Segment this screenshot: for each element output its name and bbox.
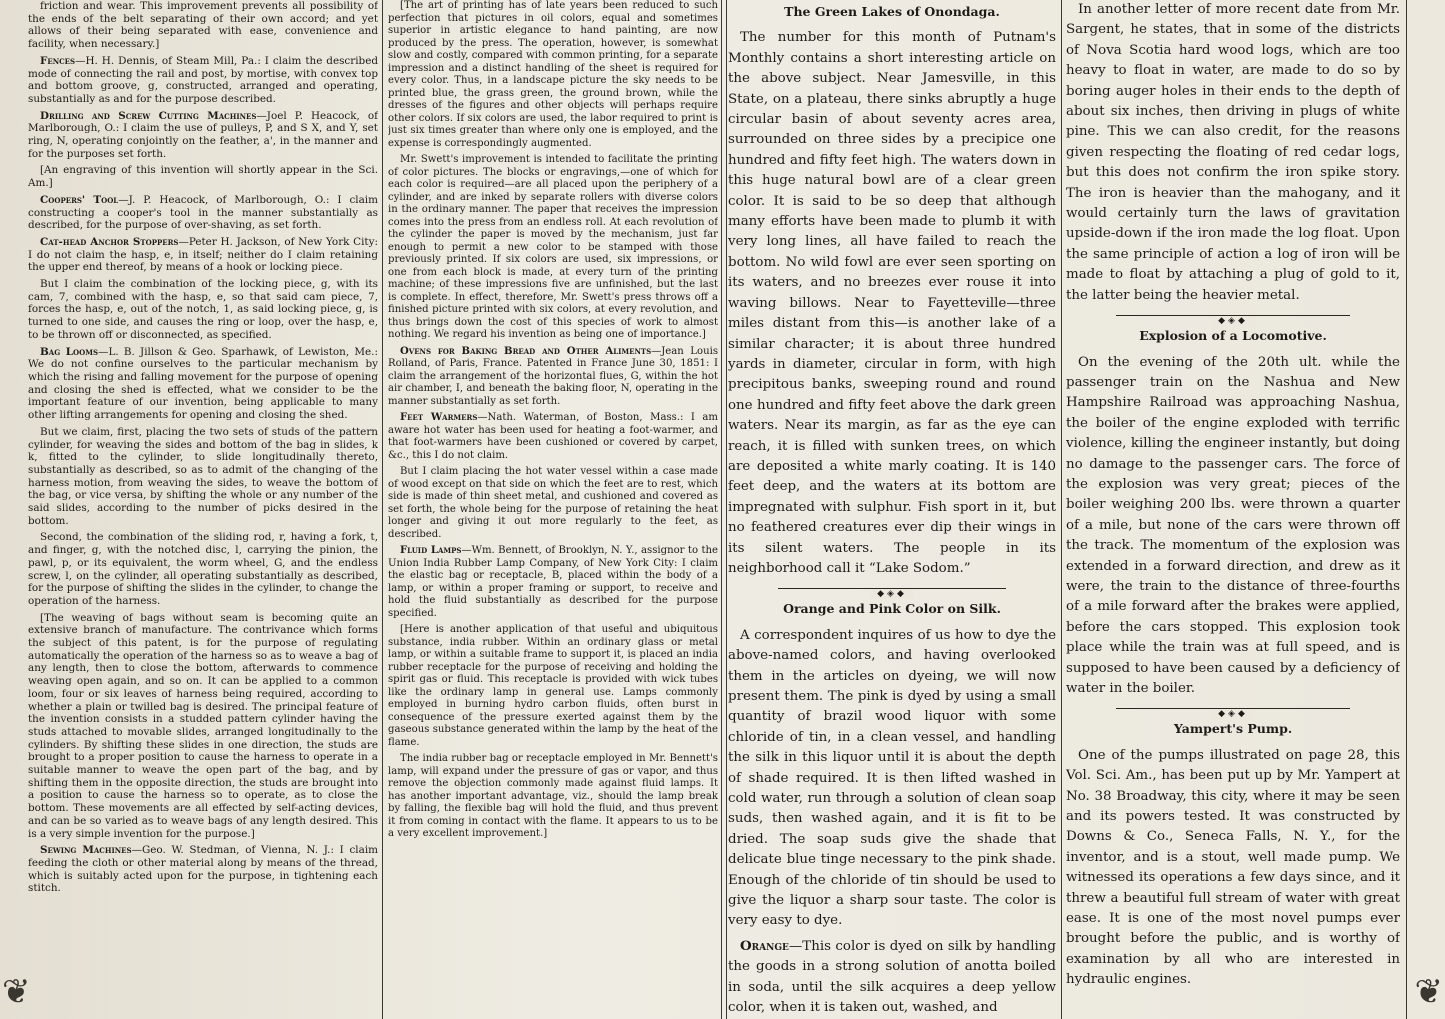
claim-heading: Feet Warmers bbox=[400, 412, 478, 423]
article-title-green-lakes: The Green Lakes of Onondaga. bbox=[784, 4, 1000, 19]
paragraph-text: But I claim placing the hot water vessel within a case made of wood except on that side on which the feet are to rest, which side is made of thin sheet metal, and cushioned and covered as set forth, the whole being for the purpose of retaining the heat longer and giving it out more regularly to the feet, as described. bbox=[388, 466, 718, 540]
paragraph-text: —L. B. Jillson & Geo. Sparhawk, of Lewiston, Me.: We do not confine ourselves to the particular mechanism by which the rising and falling movement for the purpose of opening and closing the shed is effected, what we consider to be the important feature of our invention, being applicable to many other lifting arrangements for opening and closing the shed. bbox=[28, 345, 378, 422]
claim-heading: Ovens for Baking Bread and Other Aliments bbox=[400, 345, 652, 357]
paragraph bbox=[388, 154, 718, 342]
article-title-yampert-pump: Yampert's Pump. bbox=[1173, 721, 1293, 737]
column-rule bbox=[1406, 0, 1407, 1019]
column-patent-claims-1 bbox=[28, 0, 378, 899]
column-articles-1 bbox=[728, 0, 1056, 1019]
article-body-green-lakes: The number for this month of Putnam's Monthly contains a short interesting article on the above subject. Near Jamesville, in this State, on a plateau, there sinks abruptly a huge circular basin of about seventy acres area, surrounded on three sides by a precipice one hundred and fifty feet high. The waters down in this huge natural bowl are of a clear green color. It is said to be so deep that although many efforts have been made to plumb it with very long lines, all have failed to reach the bottom. No wild fowl are ever seen sporting on its waters, and no breezes ever rouse it into waving billows. Near to Fayetteville—three miles distant from this—is another lake of a similar character; it is about three hundred yards in diameter, circular in form, with high precipitous banks, sweeping round and round one hundred and fifty feet above the dark green waters. Near its margin, as far as the eye can reach, it is filled with sunken trees, on which are deposited a white marly coating. It is 140 feet deep, and the waters at its bottom are impregnated with sulphur. Fish sport in it, but no feathered creatures ever dip their wings in its silent waters. The people in its neighborhood call it “Lake Sodom.” bbox=[728, 30, 1056, 576]
article-body-nova-scotia-logs: In another letter of more recent date from Mr. Sargent, he states, that in some of the districts of Nova Scotia hard wood logs, which are too heavy to float in water, are made to do so by boring auger holes in their ends to the depth of about six inches, then driving in plugs of white pine. This we can also credit, for the reasons given respecting the floating of red cedar logs, but this does not confirm the iron spike story. The iron is heavier than the mahogany, and it would certainly turn the laws of gravitation upside-down if the iron made the log float. Upon the same principle of action a log of iron will be made to float by attaching a plug of gold to it, the latter being the heavier metal. bbox=[1066, 2, 1400, 303]
paragraph-text: [The art of printing has of late years been reduced to such perfection that pictures in oil colors, equal and sometimes superior in artistic elegance to hand painting, are now produced by the press. The operation, however, is somewhat slow and costly, compared with common printing, for a separate impression and a distinct handling of the sheet is required for every color. Thus, in a landscape picture the sky needs to be printed blue, the grass green, the ground brown, while the dresses of the figures and other objects will perhaps require other colors. If six colors are used, the labor required to print is just six times greater than where only one is employed, and the expense is correspondingly augmented. bbox=[388, 0, 718, 149]
article-title-orange-pink: Orange and Pink Color on Silk. bbox=[783, 601, 1001, 617]
paragraph-text: —H. H. Dennis, of Steam Mill, Pa.: I claim the described mode of connecting the rail and post, by mortise, with convex top and bottom groove, g, constructed, arranged and operating, substantially as and for the purpose described. bbox=[28, 54, 378, 105]
paragraph bbox=[28, 236, 378, 274]
paragraph-text: friction and wear. This improvement prevents all possibility of the ends of the belt separating of their own accord; and yet allows of their being separated with ease, convenience and facility, when necessary.] bbox=[28, 0, 378, 51]
paragraph bbox=[28, 844, 378, 895]
section-divider-ornament: ◆◈◆ bbox=[1066, 310, 1400, 320]
article-body-orange-pink: A correspondent inquires of us how to dye the above-named colors, and having overlooked them in the articles on dyeing, we will now present them. The pink is dyed by using a small quantity of brazil wood liquor with some chloride of tin, in a clean vessel, and handling the silk in this liquor until it is about the depth of shade required. It is then lifted washed in cold water, run through a solution of clean soap suds, then washed again, and it is fit to be dried. The soap suds give the shade that delicate blue tinge necessary to the pink shade. Enough of the chloride of tin should be used to give the liquor a sharp sour taste. The color is very easy to dye. bbox=[728, 627, 1056, 929]
column-rule bbox=[1061, 0, 1062, 1019]
paragraph-lead: Orange bbox=[740, 937, 789, 954]
column-rule-double bbox=[721, 0, 727, 1019]
paragraph bbox=[28, 110, 378, 161]
paragraph bbox=[28, 346, 378, 422]
paragraph bbox=[388, 545, 718, 620]
paragraph-text: —Peter H. Jackson, of New York City: I do not claim the hasp, e, in itself; neither do I claim retaining the upper end thereof, by means of a hook or locking piece. bbox=[28, 235, 378, 274]
article-body-yampert-pump: One of the pumps illustrated on page 28, this Vol. Sci. Am., has been put up by Mr. Yampert at No. 38 Broadway, this city, where it may be seen and its powers tested. It was constructed by Downs & Co., Seneca Falls, N. Y., for the inventor, and is a stout, well made pump. We witnessed its operations a few days since, and it threw a beautiful full stream of water with great ease. It is one of the most novel pumps ever brought before the public, and is worthy of examination by all who are interested in hydraulic engines. bbox=[1066, 747, 1400, 988]
column-patent-claims-2 bbox=[388, 0, 718, 845]
claim-heading: Bag Looms bbox=[40, 345, 99, 358]
paragraph-text: Mr. Swett's improvement is intended to facilitate the printing of color pictures. The blocks or engravings,—one of which for each color is required—are all placed upon the periphery of a cylinder, and are inked by separate rollers with diverse colors in the ordinary manner. The paper that receives the impression comes into the press from an endless roll. At each revolution of the cylinder the paper is moved by the mechanism, just far enough to permit a new color to be stamped with those previously printed. If six colors are used, six impressions, or one from each block is made, at every turn of the printing machine; of these impressions five are unfinished, but the last is complete. In effect, therefore, Mr. Swett's press throws off a finished picture printed with six colors, at every revolution, and thus brings down the cost of this species of work to almost nothing. We regard his invention as being one of importance.] bbox=[388, 154, 718, 340]
claim-heading: Fences bbox=[40, 54, 76, 67]
paragraph bbox=[28, 164, 378, 189]
paragraph bbox=[388, 466, 718, 541]
paragraph-text: But we claim, first, placing the two sets of studs of the pattern cylinder, for weaving the sides and bottom of the bag in slides, k k, fitted to the cylinder, to slide longitudinally thereto, substantially as described, so as to admit of the changing of the harness motion, from weaving the sides, to weave the bottom of the bag, or vice versa, by shifting the whole or any number of the said slides, according to the number of picks desired in the bottom. bbox=[28, 425, 378, 527]
paragraph bbox=[28, 278, 378, 342]
paragraph-text: —J. P. Heacock, of Marlborough, O.: I claim constructing a cooper's tool in the manner substantially as described, for the purpose of over-shaving, as set forth. bbox=[28, 193, 378, 232]
paragraph bbox=[28, 612, 378, 841]
paragraph bbox=[28, 0, 378, 51]
paragraph bbox=[388, 0, 718, 150]
column-rule bbox=[382, 0, 383, 1019]
paragraph-text: The india rubber bag or receptacle employed in Mr. Bennett's lamp, will expand under the pressure of gas or vapor, and thus remove the objection commonly made against fluid lamps. It has another important advantage, viz., should the lamp break by falling, the flexible bag will hold the fluid, and thus prevent it from coming in contact with the flame. It appears to us to be a very excellent improvement.] bbox=[388, 753, 718, 839]
paragraph-text: —Jean Louis Rolland, of Paris, France. Patented in France June 30, 1851: I claim the arrangement of the horizontal flues, G, within the hot air chamber, I, and beneath the baking floor, N, operating in the manner substantially as set forth. bbox=[388, 345, 718, 407]
article-body-orange bbox=[728, 936, 1056, 1019]
paragraph-text: —Wm. Bennett, of Brooklyn, N. Y., assignor to the Union India Rubber Lamp Company, of New York City: I claim the elastic bag or receptacle, B, placed within the body of a lamp, or within a proper framing or support, to receive and hold the fluid substantially as described for the purpose specified. bbox=[388, 545, 718, 619]
paragraph-text: —Geo. W. Stedman, of Vienna, N. J.: I claim feeding the cloth or other material along by means of the thread, which is suitably acted upon for the purpose, in tightening each stitch. bbox=[28, 844, 378, 895]
claim-heading: Cat-head Anchor Stoppers bbox=[40, 235, 179, 248]
paragraph bbox=[28, 55, 378, 106]
paragraph-text: Second, the combination of the sliding rod, r, having a fork, t, and finger, g, with the notched disc, l, carrying the pinion, the pawl, p, or its equivalent, the worm wheel, G, and the endless screw, l, on the cylinder, all operating substantially as described, for the purpose of shifting the slides in the cylinder, to change the operation of the harness. bbox=[28, 531, 378, 607]
paragraph-text: —This color is dyed on silk by handling the goods in a strong solution of anotta boiled in soda, until the silk acquires a deep yellow color, when it is taken out, washed, and bbox=[728, 938, 1056, 1016]
claim-heading: Drilling and Screw Cutting Machines bbox=[40, 109, 257, 122]
claim-heading: Sewing Machines bbox=[40, 844, 132, 857]
section-divider-ornament: ◆◈◆ bbox=[1066, 703, 1400, 713]
paragraph bbox=[28, 194, 378, 232]
paragraph-text: [The weaving of bags without seam is becoming quite an extensive branch of manufacture. The contrivance which forms the subject of this patent, is for the purpose of regulating automatically the operation of the harness so as to weave a bag of any length, then to close the bottom, afterwards to commence weaving open again, and so on. It can be applied to a common loom, four or six leaves of harness being required, according to whether a plain or twilled bag is desired. The principal feature of the invention consists in a studded pattern cylinder having the studs attached to movable slides, arranged longitudinally to the cylinders. By shifting these slides in one direction, the studs are brought to a proper position to cause the harness to operate in a suitable manner to weave the open part of the bag, and by shifting them in the opposite direction, the studs are brought into a position to cause the harness so to operate, as to close the bottom. These movements are all effected by self-acting devices, and can be so varied as to weave bags of any length desired. This is a very simple invention for the purpose.] bbox=[28, 611, 378, 840]
paragraph-text: [An engraving of this invention will shortly appear in the Sci. Am.] bbox=[28, 164, 378, 190]
paragraph bbox=[28, 426, 378, 528]
ornament-corner-right: ❦ bbox=[1414, 972, 1443, 1012]
article-title-locomotive: Explosion of a Locomotive. bbox=[1139, 328, 1327, 344]
claim-heading: Coopers' Tool bbox=[40, 193, 119, 206]
paragraph-text: —Nath. Waterman, of Boston, Mass.: I am aware hot water has been used for heating a foot-warmer, and that foot-warmers have been cushioned or covered by carpet, &c., this I do not claim. bbox=[388, 412, 718, 461]
paragraph bbox=[388, 412, 718, 462]
paragraph-text: But I claim the combination of the locking piece, g, with its cam, 7, combined with the hasp, e, so that said cam piece, 7, forces the hasp, e, out of the notch, 1, as said locking piece, g, is turned to one side, and causes the ring or loop, over the hasp, e, to be thrown off or disconnected, as specified. bbox=[28, 278, 378, 341]
paragraph-text: —Joel P. Heacock, of Marlborough, O.: I claim the use of pulleys, P, and S X, and Y, set ring, N, operating conjointly on the feather, a', in the manner and for the purposes set forth. bbox=[28, 109, 378, 160]
article-body-locomotive: On the evening of the 20th ult. while the passenger train on the Nashua and New Hampshire Railroad was approaching Nashua, the boiler of the engine exploded with terrific violence, killing the engineer instantly, but doing no damage to the passenger cars. The force of the explosion was very great; pieces of the boiler weighing 200 lbs. were thrown a quarter of a mile, but none of the cars were thrown off the track. The momentum of the explosion was extended in a forward direction, and drew as it were, the train to the distance of three-fourths of a mile forward after the brakes were applied, before the cars stopped. This explosion took place while the train was at full speed, and is supposed to have been caused by a deficiency of water in the boiler. bbox=[1066, 354, 1400, 696]
ornament-corner-left: ❦ bbox=[2, 972, 31, 1012]
paragraph bbox=[388, 624, 718, 749]
paragraph-text: [Here is another application of that useful and ubiquitous substance, india rubber. Within an ordinary glass or metal lamp, or within a suitable frame to support it, is placed an india rubber receptacle for the purpose of receiving and holding the spirit gas or fluid. This receptacle is provided with wick tubes like the ordinary lamp in general use. Lamps commonly employed in burning hydro carbon fluids, often burst in consequence of the pressure exerted against them by the gaseous substance generated within the lamp by the heat of the flame. bbox=[388, 624, 718, 748]
paragraph bbox=[388, 346, 718, 409]
claim-heading: Fluid Lamps bbox=[400, 545, 462, 556]
section-divider-ornament: ◆◈◆ bbox=[728, 583, 1056, 593]
paragraph bbox=[388, 753, 718, 841]
column-articles-2 bbox=[1066, 0, 1400, 995]
paragraph bbox=[28, 531, 378, 607]
